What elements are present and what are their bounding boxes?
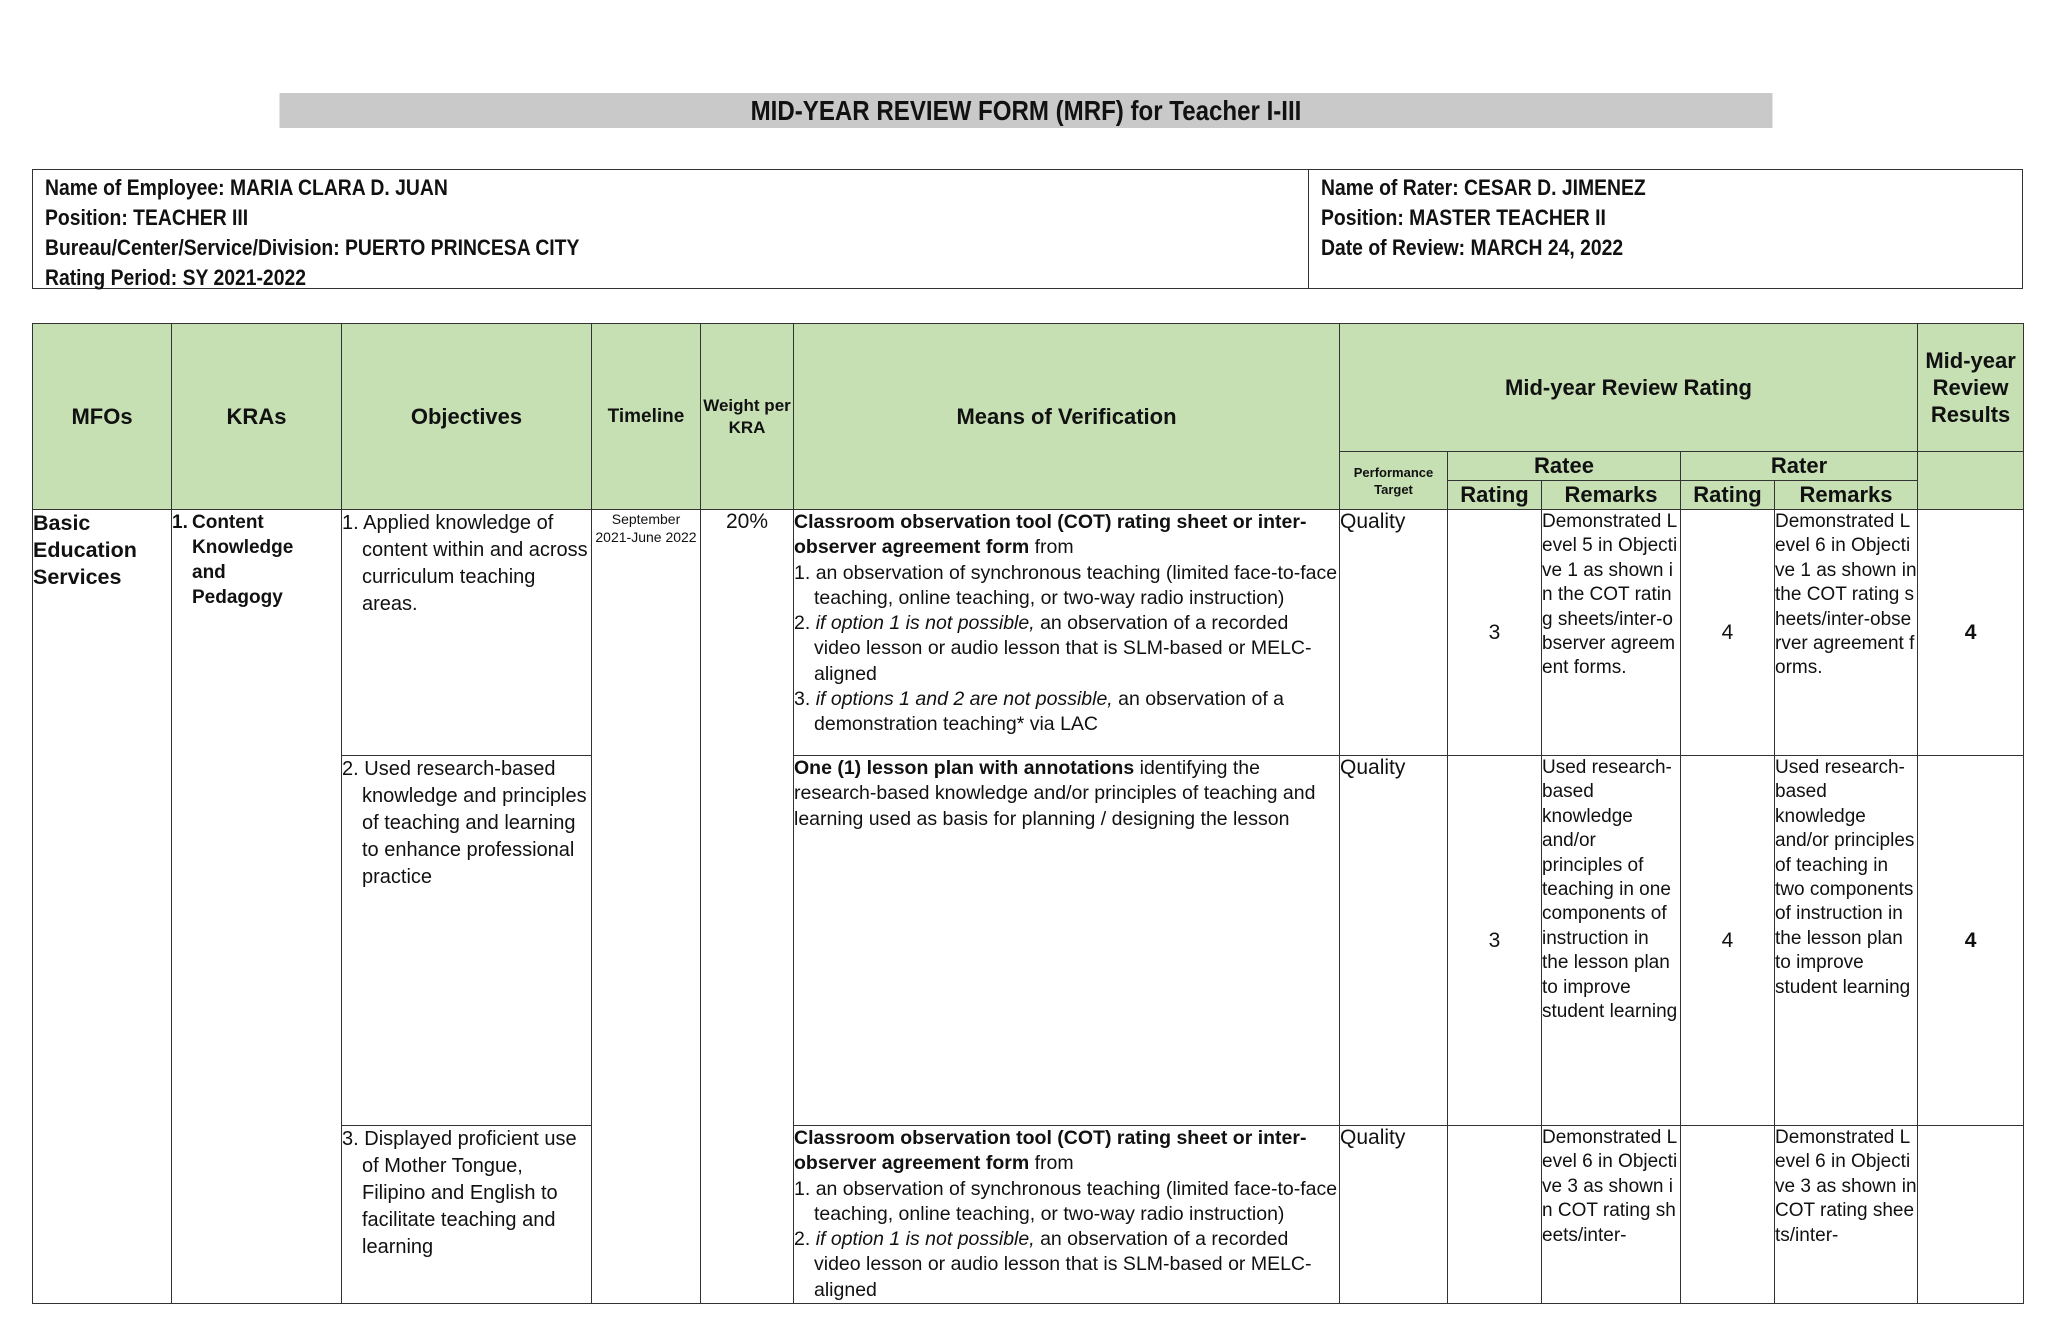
header-rater: Rater — [1681, 452, 1918, 481]
employee-position: Position: TEACHER III — [45, 205, 249, 230]
objective-cell — [342, 510, 592, 756]
objective-number: 1. — [342, 512, 359, 534]
ratee-rating-cell: 3 — [1448, 510, 1542, 756]
mov-cell — [794, 510, 1340, 756]
rater-rating-cell — [1681, 1126, 1775, 1304]
header-ratee: Ratee — [1448, 452, 1681, 481]
rater-info — [1309, 170, 2022, 288]
ratee-rating-cell: 3 — [1448, 756, 1542, 1126]
ratee-remarks-cell: Used research-based knowledge and/or principles of teaching in one components of instruction in the lesson plan to improve student learning — [1542, 756, 1681, 1126]
ratee-remarks-cell: Demonstrated Level 6 in Objective 3 as shown in COT rating sheets/inter- — [1542, 1126, 1681, 1304]
form-title: MID-YEAR REVIEW FORM (MRF) for Teacher I-III — [280, 93, 1773, 128]
mov-bold: Classroom observation tool (COT) rating sheet or inter-observer agreement form — [794, 511, 1307, 559]
result-cell: 4 — [1918, 510, 2024, 756]
rater-remarks-cell: Demonstrated Level 6 in Objective 3 as shown in COT rating sheets/inter- — [1775, 1126, 1918, 1304]
header-mov: Means of Verification — [794, 324, 1340, 510]
header-kras: KRAs — [172, 324, 342, 510]
ratee-remarks-cell: Demonstrated Level 5 in Objective 1 as shown in the COT rating sheets/inter-observer agreement forms. — [1542, 510, 1681, 756]
header-rater-rating: Rating — [1681, 481, 1775, 510]
mov-bold: Classroom observation tool (COT) rating sheet or inter-observer agreement form — [794, 1127, 1307, 1175]
rater-remarks-cell: Used research-based knowledge and/or principles of teaching in two components of instruction in the lesson plan to improve student learning — [1775, 756, 1918, 1126]
ratee-rating-cell — [1448, 1126, 1542, 1304]
mov-item: 1. an observation of synchronous teaching (limited face-to-face teaching, online teaching, or two-way radio instruction) — [794, 561, 1338, 609]
rater-remarks-cell: Demonstrated Level 6 in Objective 1 as shown in the COT rating sheets/inter-observer agreement forms. — [1775, 510, 1918, 756]
header-weight: Weight per KRA — [701, 324, 794, 510]
mov-item: 3. if options 1 and 2 are not possible, an observation of a demonstration teaching* via LAC — [794, 688, 1285, 736]
header-performance-target: Performance Target — [1340, 452, 1448, 510]
rater-rating-cell: 4 — [1681, 756, 1775, 1126]
rater-name: Name of Rater: CESAR D. JIMENEZ — [1321, 175, 1646, 200]
mov-item: 2. if option 1 is not possible, an observation of a recorded video lesson or audio lesson that is SLM-based or MELC-aligned — [794, 612, 1312, 685]
mov-plain: from — [1029, 536, 1074, 559]
weight-cell: 20% — [701, 510, 794, 1304]
header-timeline: Timeline — [592, 324, 701, 510]
mov-item: 2. if option 1 is not possible, an observation of a recorded video lesson or audio lesson that is SLM-based or MELC-aligned — [794, 1228, 1312, 1301]
header-midyear-rating: Mid-year Review Rating — [1340, 324, 1918, 452]
header-ratee-remarks: Remarks — [1542, 481, 1681, 510]
rater-rating-cell: 4 — [1681, 510, 1775, 756]
header-rater-remarks: Remarks — [1775, 481, 1918, 510]
objective-number: 2. — [342, 758, 359, 780]
objective-cell — [342, 756, 592, 1126]
objective-text: Applied knowledge of content within and across curriculum teaching areas. — [362, 512, 588, 615]
objective-number: 3. — [342, 1128, 359, 1150]
review-date: Date of Review: MARCH 24, 2022 — [1321, 235, 1624, 260]
kra-text: Content Knowledge and Pedagogy — [192, 512, 294, 608]
mov-plain: identifying the research-based knowledge and/or principles of teaching and learning used as basis for planning / designing the lesson — [794, 757, 1316, 830]
objective-text: Used research-based knowledge and principles of teaching and learning to enhance professional practice — [362, 758, 587, 888]
kra-number: 1. — [172, 512, 188, 533]
header-mfos: MFOs — [33, 324, 172, 510]
result-cell — [1918, 1126, 2024, 1304]
header-objectives: Objectives — [342, 324, 592, 510]
rating-period: Rating Period: SY 2021-2022 — [45, 265, 306, 290]
mov-item: 1. an observation of synchronous teaching (limited face-to-face teaching, online teaching, or two-way radio instruction) — [794, 1177, 1338, 1225]
review-table — [32, 323, 2024, 1304]
header-results-blank — [1918, 452, 2024, 510]
performance-target-cell: Quality — [1340, 510, 1448, 756]
mov-cell — [794, 756, 1340, 1126]
performance-target-cell: Quality — [1340, 756, 1448, 1126]
objective-text: Displayed proficient use of Mother Tongue, Filipino and English to facilitate teaching and learning — [362, 1128, 577, 1258]
employee-info — [33, 170, 1309, 288]
objective-cell — [342, 1126, 592, 1304]
performance-target-cell: Quality — [1340, 1126, 1448, 1304]
header-results: Mid-year Review Results — [1918, 324, 2024, 452]
table-row — [33, 510, 2024, 756]
mfo-cell: Basic Education Services — [33, 510, 172, 1304]
employee-info-box — [32, 169, 2023, 289]
mov-plain: from — [1029, 1152, 1074, 1175]
rater-position: Position: MASTER TEACHER II — [1321, 205, 1606, 230]
kra-cell — [172, 510, 342, 1304]
mov-bold: One (1) lesson plan with annotations — [794, 757, 1135, 779]
header-ratee-rating: Rating — [1448, 481, 1542, 510]
mov-cell — [794, 1126, 1340, 1304]
result-cell: 4 — [1918, 756, 2024, 1126]
employee-bureau: Bureau/Center/Service/Division: PUERTO PRINCESA CITY — [45, 235, 580, 260]
timeline-cell: September 2021-June 2022 — [592, 510, 701, 1304]
employee-name: Name of Employee: MARIA CLARA D. JUAN — [45, 175, 448, 200]
